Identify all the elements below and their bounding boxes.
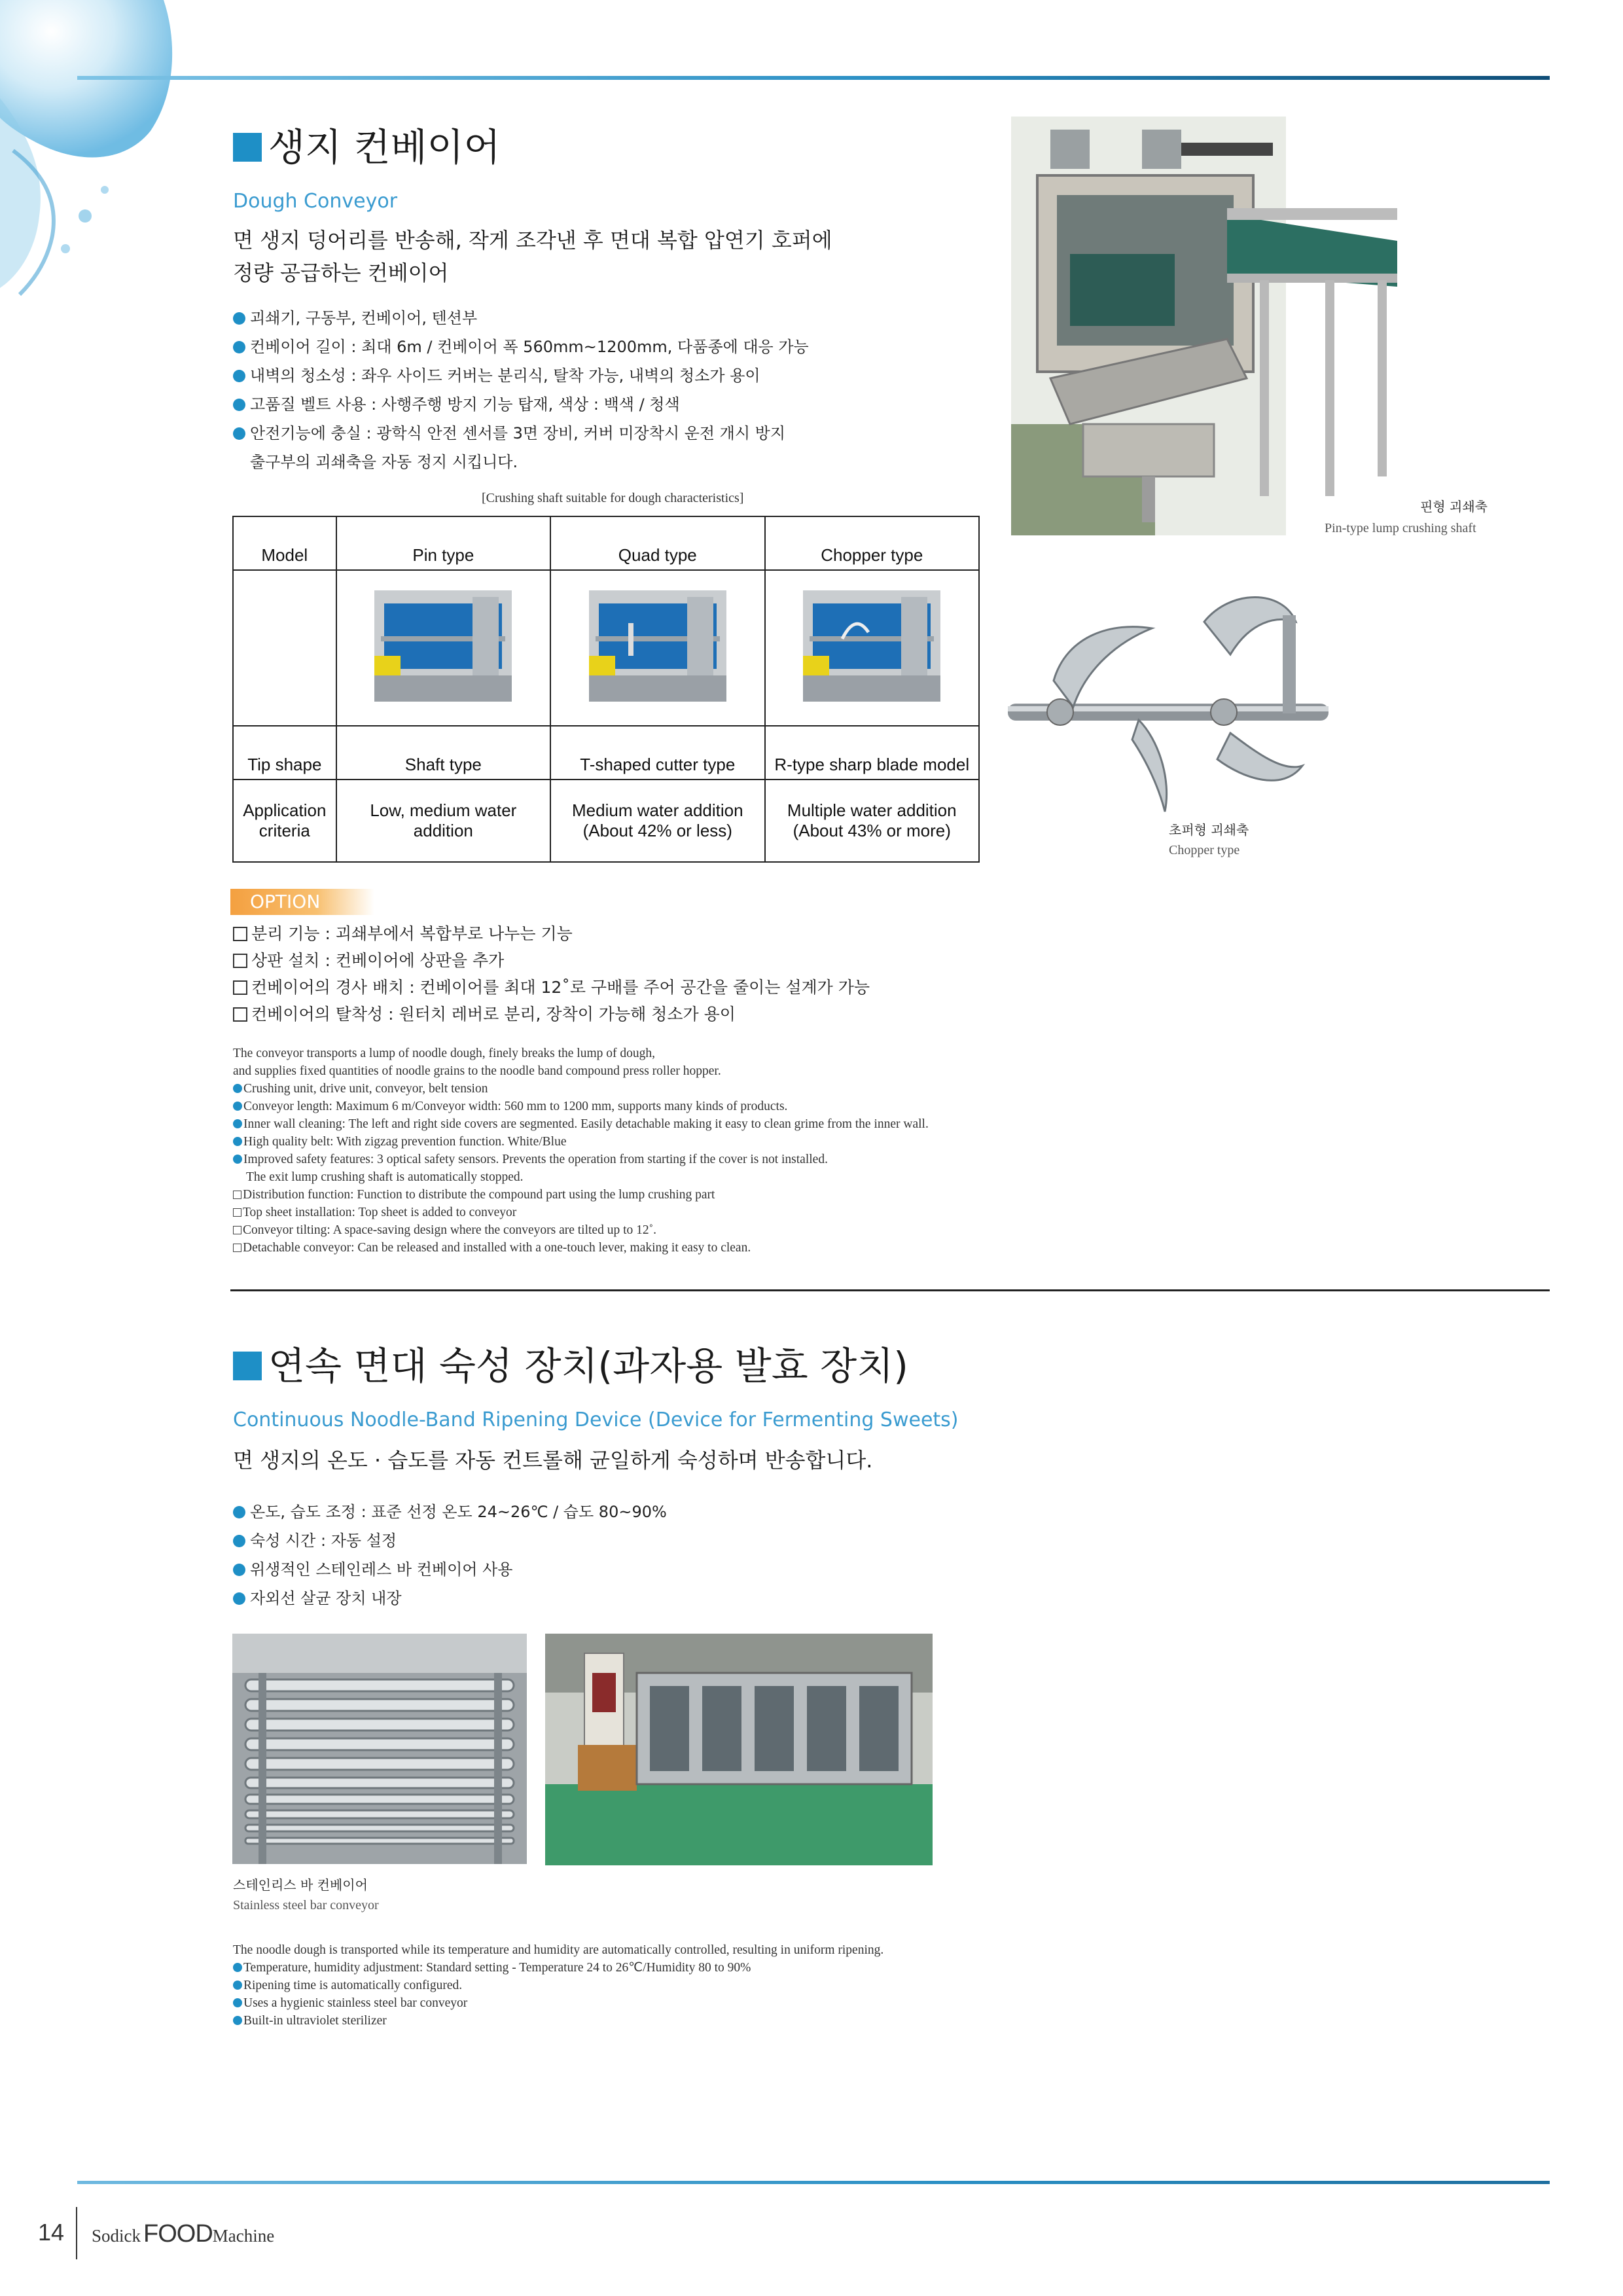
bullet-item: 자외선 살균 장치 내장 [233,1584,1018,1613]
eng-intro-line: The noodle dough is transported while its temperature and humidity are automatically controlled, resulting in uniform ripening. [233,1943,884,1957]
tip-shape-chopper: R-type sharp blade model [765,726,979,780]
title-square-icon [233,133,262,162]
tip-shape-pin: Shaft type [336,726,550,780]
section1-lead-line2: 정량 공급하는 컨베이어 [233,260,449,285]
brand-sodick: Sodick [92,2226,141,2246]
application-chopper: Multiple water addition (About 43% or more) [765,780,979,862]
pin-type-caption-en: Pin-type lump crushing shaft [1325,521,1476,535]
ripening-device-photo [545,1634,933,1865]
section2-bullets [233,1498,1018,1613]
section2-title [233,1335,908,1390]
dough-conveyor-photo [1011,117,1397,535]
header-rule [77,76,1550,80]
checkbox-icon [233,1007,247,1022]
bullet-item: 위생적인 스테인레스 바 컨베이어 사용 [233,1555,1018,1584]
eng-option: Conveyor tilting: A space-saving design where the conveyors are tilted up to 12˚. [233,1221,1346,1239]
eng-option: Detachable conveyor: Can be released and installed with a one-touch lever, making it easy to clean. [233,1239,1346,1257]
application-quad: Medium water addition (About 42% or less) [550,780,764,862]
bullet-item: 숙성 시간 : 자동 설정 [233,1526,1018,1555]
checkbox-icon [233,954,247,968]
eng-intro-line: and supplies fixed quantities of noodle grains to the noodle band compound press roller hopper. [233,1064,721,1078]
chopper-shaft-illustration [1008,576,1335,825]
chopper-type-image [765,570,979,726]
section1-title [233,117,501,171]
eng-bullet: Crushing unit, drive unit, conveyor, belt tension [233,1080,1346,1098]
section1-subtitle: Dough Conveyor [233,190,398,213]
option-badge: OPTION [230,889,374,915]
footer-separator [76,2207,77,2259]
section2-caption-en: Stainless steel bar conveyor [233,1898,379,1912]
section1-bullets [233,304,1018,476]
footer-brand [92,2220,274,2248]
table-header-model: Model [233,516,336,570]
section1-lead [233,224,832,289]
brand-machine: Machine [212,2226,275,2246]
eng-bullet: Temperature, humidity adjustment: Standard setting - Temperature 24 to 26℃/Humidity 80 to 90% [233,1959,1346,1977]
table-header-pin: Pin type [336,516,550,570]
pin-type-image [336,570,550,726]
option-item: 상판 설치 : 컨베이어에 상판을 추가 [233,947,1084,974]
table-header-quad: Quad type [550,516,764,570]
section2-title-text: 연속 면대 숙성 장치(과자용 발효 장치) [268,1344,908,1388]
tip-shape-quad: T-shaped cutter type [550,726,764,780]
pin-type-caption-ko: 핀형 괴쇄축 [1420,499,1488,514]
bullet-item: 안전기능에 충실 : 광학식 안전 센서를 3면 장비, 커버 미장착시 운전 개시 방지 [233,419,1018,448]
footer-rule [77,2181,1550,2184]
section1-english [233,1045,1346,1257]
application-criteria-label: Application criteria [233,780,336,862]
bullet-item: 괴쇄기, 구동부, 컨베이어, 텐션부 [233,304,1018,332]
page-number: 14 [38,2219,65,2246]
quad-type-image [550,570,764,726]
eng-intro-line: The conveyor transports a lump of noodle dough, finely breaks the lump of dough, [233,1047,655,1060]
eng-bullet: Inner wall cleaning: The left and right side covers are segmented. Easily detachable making it easy to clean grime from the inner wall. [233,1115,1346,1133]
section1-lead-line1: 면 생지 덩어리를 반송해, 작게 조각낸 후 면대 복합 압연기 호퍼에 [233,228,832,253]
checkbox-icon [233,927,247,941]
section2-subtitle: Continuous Noodle-Band Ripening Device (Device for Fermenting Sweets) [233,1408,959,1431]
section2-english [233,1941,1346,2030]
water-splash-decoration [0,0,196,340]
chopper-caption-ko: 초퍼형 괴쇄축 [1169,822,1249,838]
section1-title-text: 생지 컨베이어 [268,125,501,170]
option-item: 컨베이어의 탈착성 : 원터치 레버로 분리, 장착이 가능해 청소가 용이 [233,1001,1084,1028]
stainless-bar-conveyor-photo [232,1634,527,1864]
eng-option: Distribution function: Function to distribute the compound part using the lump crushing part [233,1186,1346,1204]
section-divider [230,1289,1550,1291]
crushing-shaft-table [232,516,980,863]
table-image-label-cell [233,570,336,726]
eng-bullet: Ripening time is automatically configured. [233,1977,1346,1994]
eng-continuation: The exit lump crushing shaft is automatically stopped. [246,1170,524,1184]
tip-shape-label: Tip shape [233,726,336,780]
section2-lead: 면 생지의 온도 · 습도를 자동 컨트롤해 균일하게 숙성하며 반송합니다. [233,1448,873,1473]
application-pin: Low, medium water addition [336,780,550,862]
eng-bullet: Conveyor length: Maximum 6 m/Conveyor width: 560 mm to 1200 mm, supports many kinds of products. [233,1098,1346,1115]
bullet-item: 고품질 벨트 사용 : 사행주행 방지 기능 탑재, 색상 : 백색 / 청색 [233,390,1018,419]
bullet-continuation: 출구부의 괴쇄축을 자동 정지 시킵니다. [250,453,518,471]
brand-food: FOOD [143,2220,213,2248]
option-list [233,920,1084,1028]
bullet-item: 내벽의 청소성 : 좌우 사이드 커버는 분리식, 탈착 가능, 내벽의 청소가 용이 [233,361,1018,390]
eng-option: Top sheet installation: Top sheet is added to conveyor [233,1204,1346,1221]
checkbox-icon [233,980,247,995]
eng-bullet: Built-in ultraviolet sterilizer [233,2012,1346,2030]
section2-caption-ko: 스테인리스 바 컨베이어 [233,1877,368,1893]
bullet-item: 컨베이어 길이 : 최대 6m / 컨베이어 폭 560mm~1200mm, 다품종에 대응 가능 [233,332,1018,361]
table-caption: [Crushing shaft suitable for dough characteristics] [482,491,744,505]
option-item: 컨베이어의 경사 배치 : 컨베이어를 최대 12˚로 구배를 주어 공간을 줄이는 설계가 가능 [233,974,1084,1001]
eng-bullet: High quality belt: With zigzag prevention function. White/Blue [233,1133,1346,1151]
chopper-caption-en: Chopper type [1169,843,1240,857]
eng-bullet: Uses a hygienic stainless steel bar conveyor [233,1994,1346,2012]
eng-bullet: Improved safety features: 3 optical safety sensors. Prevents the operation from starting if the cover is not installed. [233,1151,1346,1168]
table-header-chopper: Chopper type [765,516,979,570]
option-item: 분리 기능 : 괴쇄부에서 복합부로 나누는 기능 [233,920,1084,947]
title-square-icon [233,1352,262,1380]
bullet-item: 온도, 습도 조정 : 표준 선정 온도 24~26℃ / 습도 80~90% [233,1498,1018,1526]
